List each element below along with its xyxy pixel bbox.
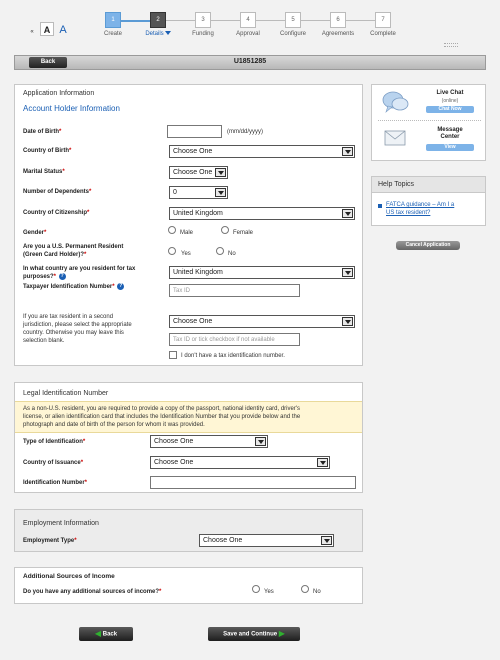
live-chat-title: Live Chat bbox=[436, 90, 464, 96]
citizenship-select[interactable] bbox=[169, 207, 355, 220]
step-label: Funding bbox=[192, 31, 214, 37]
progress-stepper bbox=[98, 12, 398, 46]
subsection-title: Account Holder Information bbox=[23, 104, 120, 113]
citizenship-value: United Kingdom bbox=[173, 210, 223, 217]
required-mark: * bbox=[84, 252, 87, 258]
notice-line2: license, or alien identification card that includes the Identification Number that you provide below and the bbox=[23, 414, 301, 420]
gender-label-text: Gender bbox=[23, 230, 45, 236]
caret-down-icon bbox=[165, 31, 171, 35]
step-agreements bbox=[318, 12, 358, 37]
message-view-button[interactable]: View bbox=[426, 144, 474, 151]
id-number-label bbox=[23, 480, 87, 486]
chat-bubbles-icon bbox=[382, 90, 410, 114]
issuance-value: Choose One bbox=[154, 459, 194, 466]
us-resident-yes-radio[interactable] bbox=[168, 247, 176, 255]
id-type-value: Choose One bbox=[154, 438, 194, 445]
income-yes-radio[interactable] bbox=[252, 585, 260, 593]
dependents-value: 0 bbox=[173, 189, 177, 196]
step-configure bbox=[273, 12, 313, 37]
account-number: U1851285 bbox=[233, 58, 267, 65]
step-number: 2 bbox=[150, 12, 166, 28]
dependents-select[interactable] bbox=[169, 186, 228, 199]
back-button-top[interactable]: Back bbox=[29, 57, 67, 68]
issuance-label-text: Country of Issuance bbox=[23, 460, 81, 466]
tin-label-text: Taxpayer Identification Number bbox=[23, 284, 113, 291]
tax-country-label-line2: purposes? bbox=[23, 274, 54, 281]
us-resident-no-radio[interactable] bbox=[216, 247, 224, 255]
country-birth-select[interactable] bbox=[169, 145, 355, 158]
additional-income-panel bbox=[14, 567, 363, 604]
step-label: Agreements bbox=[321, 31, 355, 37]
us-resident-label-line2: (Green Card Holder)? bbox=[23, 252, 85, 258]
section-title: Employment Information bbox=[23, 520, 99, 527]
font-large-button[interactable]: A bbox=[59, 24, 67, 36]
second-juris-line4: selection blank. bbox=[23, 338, 65, 344]
dob-input[interactable] bbox=[167, 125, 222, 138]
step-number: 6 bbox=[330, 12, 346, 28]
required-mark: * bbox=[44, 230, 47, 236]
dob-label-text: Date of Birth bbox=[23, 129, 59, 135]
tax-country-label bbox=[23, 265, 135, 281]
marital-label bbox=[23, 169, 65, 175]
fatca-link-line1: FATCA guidance – Am I a bbox=[386, 202, 455, 208]
application-info-panel bbox=[14, 84, 363, 366]
step-label: Approval bbox=[236, 31, 260, 37]
section-title: Application Information bbox=[23, 90, 95, 97]
income-yes-label: Yes bbox=[264, 589, 274, 595]
marital-select[interactable] bbox=[169, 166, 228, 179]
chevron-down-icon bbox=[215, 168, 226, 177]
no-tin-label: I don't have a tax identification number. bbox=[181, 353, 285, 359]
required-mark: * bbox=[112, 284, 115, 291]
help-icon[interactable]: ? bbox=[119, 283, 123, 289]
required-mark: * bbox=[89, 189, 92, 195]
employment-type-select[interactable] bbox=[199, 534, 334, 547]
chevron-down-icon bbox=[342, 209, 353, 218]
second-juris-line1: If you are tax resident in a second bbox=[23, 314, 114, 320]
help-topics-panel bbox=[371, 176, 486, 226]
tin-label bbox=[23, 283, 124, 290]
chevron-down-icon bbox=[255, 437, 266, 446]
issuance-select[interactable] bbox=[150, 456, 330, 469]
tax-country-value: United Kingdom bbox=[173, 269, 223, 276]
no-tin-checkbox[interactable] bbox=[169, 351, 177, 359]
second-juris-line3: country. Otherwise you may leave this bbox=[23, 330, 124, 336]
help-icon[interactable]: ? bbox=[60, 273, 64, 279]
us-resident-label-line1: Are you a U.S. Permanent Resident bbox=[23, 244, 124, 250]
legal-id-panel bbox=[14, 382, 363, 493]
font-decrease-button[interactable]: « bbox=[30, 29, 34, 35]
issuance-label bbox=[23, 460, 83, 466]
second-tin-placeholder: Tax ID or tick checkbox if not available bbox=[173, 337, 275, 343]
arrow-right-icon: ▶ bbox=[278, 629, 285, 638]
section-title: Additional Sources of Income bbox=[23, 573, 115, 580]
message-center-title bbox=[420, 127, 480, 141]
marital-value: Choose One bbox=[173, 169, 213, 176]
help-topics-title: Help Topics bbox=[372, 177, 485, 193]
section-title: Legal Identification Number bbox=[23, 390, 109, 397]
additional-income-question-text: Do you have any additional sources of income? bbox=[23, 589, 160, 595]
second-juris-line2: jurisdiction, please select the appropriate bbox=[23, 322, 132, 328]
fatca-link-line2: US tax resident? bbox=[386, 210, 431, 216]
dob-format-hint: (mm/dd/yyyy) bbox=[227, 129, 263, 135]
step-label-text: Details bbox=[145, 31, 164, 37]
country-birth-label-text: Country of Birth bbox=[23, 148, 69, 154]
tax-country-select[interactable] bbox=[169, 266, 355, 279]
notice-line1: As a non-U.S. resident, you are required to provide a copy of the passport, national identity card, driver's bbox=[23, 406, 300, 412]
step-funding bbox=[183, 12, 223, 37]
step-complete bbox=[363, 12, 403, 37]
employment-type-label-text: Employment Type bbox=[23, 538, 75, 544]
font-normal-button[interactable]: A bbox=[40, 22, 54, 36]
save-continue-label: Save and Continue bbox=[223, 631, 278, 638]
id-notice bbox=[15, 401, 362, 433]
second-tin-input[interactable] bbox=[169, 333, 300, 346]
message-center-line1: Message bbox=[437, 127, 463, 133]
dob-label bbox=[23, 129, 61, 135]
required-mark: * bbox=[80, 460, 84, 466]
citizenship-label bbox=[23, 210, 89, 216]
chevron-down-icon bbox=[342, 147, 353, 156]
gender-label bbox=[23, 230, 46, 236]
gender-female-radio[interactable] bbox=[221, 226, 229, 234]
id-type-label bbox=[23, 439, 85, 445]
step-create[interactable] bbox=[93, 12, 133, 37]
chat-now-button[interactable]: Chat Now bbox=[426, 106, 474, 113]
back-button[interactable] bbox=[79, 627, 133, 641]
country-birth-value: Choose One bbox=[173, 148, 213, 155]
required-mark: * bbox=[74, 538, 77, 544]
message-center-line2: Center bbox=[440, 134, 460, 140]
us-resident-yes-label: Yes bbox=[181, 251, 191, 257]
step-approval bbox=[228, 12, 268, 37]
cancel-application-button[interactable]: Cancel Application bbox=[396, 241, 460, 250]
required-mark: * bbox=[84, 480, 88, 486]
step-label: Complete bbox=[370, 31, 396, 37]
chevron-down-icon bbox=[342, 268, 353, 277]
us-resident-label bbox=[23, 243, 123, 259]
required-mark: * bbox=[53, 274, 57, 281]
id-type-select[interactable] bbox=[150, 435, 268, 448]
chevron-down-icon bbox=[342, 317, 353, 326]
additional-income-question bbox=[23, 589, 161, 595]
id-number-input[interactable] bbox=[150, 476, 356, 489]
id-type-label-text: Type of Identification bbox=[23, 439, 83, 445]
account-header-bar bbox=[14, 55, 486, 70]
step-number: 3 bbox=[195, 12, 211, 28]
income-no-radio[interactable] bbox=[301, 585, 309, 593]
back-button-label: Back bbox=[102, 631, 118, 638]
chevron-down-icon bbox=[317, 458, 328, 467]
fatca-help-link[interactable] bbox=[386, 201, 482, 217]
resize-grip-icon[interactable] bbox=[444, 43, 458, 47]
step-number: 7 bbox=[375, 12, 391, 28]
us-resident-no-label: No bbox=[228, 251, 236, 257]
tax-country-label-line1: In what country are you resident for tax bbox=[23, 266, 136, 272]
step-number: 5 bbox=[285, 12, 301, 28]
required-mark: * bbox=[62, 169, 65, 175]
step-number: 1 bbox=[105, 12, 121, 28]
chevron-down-icon bbox=[321, 536, 332, 545]
dependents-label-text: Number of Dependents bbox=[23, 189, 90, 195]
employment-type-label bbox=[23, 538, 77, 544]
arrow-left-icon: ◀ bbox=[94, 629, 102, 638]
step-label bbox=[138, 31, 178, 37]
employment-type-value: Choose One bbox=[203, 537, 243, 544]
required-mark: * bbox=[87, 210, 90, 216]
font-size-controls bbox=[26, 22, 76, 38]
employment-panel bbox=[14, 509, 363, 552]
tin-placeholder: Tax ID bbox=[173, 288, 191, 294]
marital-label-text: Marital Status bbox=[23, 169, 63, 175]
second-jurisdiction-select[interactable] bbox=[169, 315, 355, 328]
second-jurisdiction-value: Choose One bbox=[173, 318, 213, 325]
required-mark: * bbox=[69, 148, 72, 154]
tin-input[interactable] bbox=[169, 284, 300, 297]
id-number-label-text: Identification Number bbox=[23, 480, 85, 486]
dependents-label bbox=[23, 189, 91, 195]
citizenship-label-text: Country of Citizenship bbox=[23, 210, 87, 216]
required-mark: * bbox=[159, 589, 162, 595]
step-details[interactable] bbox=[138, 12, 178, 37]
notice-line3: photograph and date of birth of the person for whom it was provided. bbox=[23, 422, 205, 428]
divider bbox=[378, 120, 481, 121]
step-label: Configure bbox=[279, 31, 306, 37]
required-mark: * bbox=[59, 129, 62, 135]
gender-female-label: Female bbox=[233, 230, 254, 236]
country-birth-label bbox=[23, 148, 71, 154]
live-chat-status: (online) bbox=[441, 98, 459, 104]
second-jurisdiction-text bbox=[23, 313, 158, 345]
required-mark: * bbox=[82, 439, 86, 445]
step-number: 4 bbox=[240, 12, 256, 28]
envelope-icon bbox=[384, 129, 408, 147]
income-no-label: No bbox=[313, 589, 321, 595]
support-panel bbox=[371, 84, 486, 161]
gender-male-radio[interactable] bbox=[168, 226, 176, 234]
gender-male-label: Male bbox=[180, 230, 194, 236]
save-continue-button[interactable] bbox=[208, 627, 300, 641]
bullet-icon bbox=[378, 204, 382, 208]
step-label: Create bbox=[103, 31, 122, 37]
chevron-down-icon bbox=[215, 188, 226, 197]
